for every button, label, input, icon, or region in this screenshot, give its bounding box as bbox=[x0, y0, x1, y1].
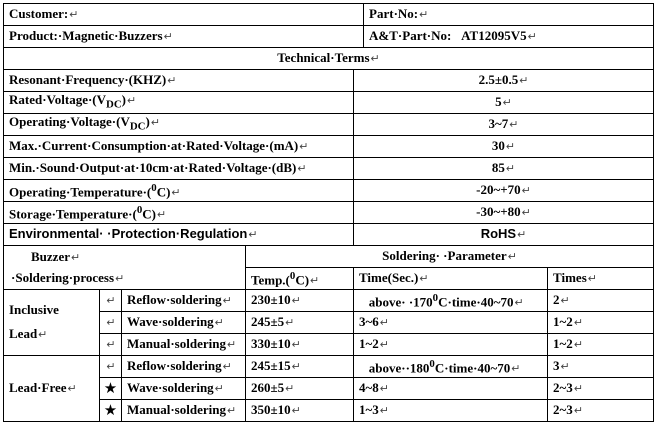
term-row bbox=[4, 158, 654, 180]
marker-cell: ↵ bbox=[100, 334, 122, 356]
soldering-times: 2~3↵ bbox=[548, 400, 654, 422]
soldering-method: Wave·soldering↵ bbox=[122, 378, 246, 400]
term-value: 30↵ bbox=[354, 136, 654, 158]
term-value: 85↵ bbox=[354, 158, 654, 180]
soldering-time: 1~3↵ bbox=[354, 400, 548, 422]
soldering-temp: 260±5↵ bbox=[246, 378, 354, 400]
term-value: 2.5±0.5↵ bbox=[354, 70, 654, 92]
customer-cell: Customer:↵ bbox=[4, 4, 364, 26]
soldering-parameter-header: Soldering· ·Parameter↵ bbox=[246, 246, 654, 268]
term-value: -30~+80↵ bbox=[354, 202, 654, 224]
soldering-row bbox=[4, 356, 654, 378]
times-column-header: Times↵ bbox=[548, 268, 654, 290]
term-value: 5↵ bbox=[354, 92, 654, 114]
term-row bbox=[4, 202, 654, 224]
product-cell: Product:·Magnetic·Buzzers↵ bbox=[4, 26, 364, 48]
temp-column-header: Temp.($^0$C)↵ bbox=[246, 268, 354, 290]
inclusive-lead-group: Inclusive Lead↵ bbox=[4, 290, 100, 356]
product-row bbox=[4, 26, 654, 48]
star-icon: ★ bbox=[103, 401, 118, 419]
term-label: Operating·Temperature·($^0$C)↵ bbox=[4, 180, 354, 202]
soldering-method: Wave·soldering↵ bbox=[122, 312, 246, 334]
soldering-method: Reflow·soldering↵ bbox=[122, 290, 246, 312]
spec-table bbox=[3, 3, 654, 422]
marker-cell: ↵ bbox=[100, 290, 122, 312]
time-column-header: Time(Sec.)↵ bbox=[354, 268, 548, 290]
soldering-time: 4~8↵ bbox=[354, 378, 548, 400]
soldering-times: 2~3↵ bbox=[548, 378, 654, 400]
soldering-temp: 350±10↵ bbox=[246, 400, 354, 422]
soldering-time: 3~6↵ bbox=[354, 312, 548, 334]
spec-sheet bbox=[3, 3, 653, 422]
soldering-times: 3↵ bbox=[548, 356, 654, 378]
term-value: 3~7↵ bbox=[354, 114, 654, 136]
soldering-row bbox=[4, 312, 654, 334]
soldering-times: 2↵ bbox=[548, 290, 654, 312]
term-label: $Operating\cdot Voltage\cdot(V_{DC})↵$ bbox=[4, 114, 354, 136]
star-marker-cell bbox=[100, 400, 122, 422]
term-label: Min.·Sound·Output·at·10cm·at·Rated·Voltage·(dB)↵ bbox=[4, 158, 354, 180]
section-title: Technical·Terms↵ bbox=[4, 48, 654, 70]
term-value: -20~+70↵ bbox=[354, 180, 654, 202]
soldering-header-row bbox=[4, 246, 654, 268]
soldering-row bbox=[4, 400, 654, 422]
soldering-row bbox=[4, 334, 654, 356]
term-row bbox=[4, 114, 654, 136]
term-row bbox=[4, 180, 654, 202]
soldering-method: Reflow·soldering↵ bbox=[122, 356, 246, 378]
soldering-method: Manual·soldering↵ bbox=[122, 334, 246, 356]
buzzer-process-header: Buzzer↵ ·Soldering·process↵ bbox=[4, 246, 246, 290]
soldering-row bbox=[4, 378, 654, 400]
soldering-time: 1~2↵ bbox=[354, 334, 548, 356]
soldering-temp: 245±15↵ bbox=[246, 356, 354, 378]
soldering-times: 1~2↵ bbox=[548, 312, 654, 334]
soldering-temp: 330±10↵ bbox=[246, 334, 354, 356]
lead-free-group: Lead·Free↵ bbox=[4, 356, 100, 422]
marker-cell: ↵ bbox=[100, 356, 122, 378]
term-label: Max.·Current·Consumption·at·Rated·Voltage·(mA)↵ bbox=[4, 136, 354, 158]
part-no-cell: Part·No:↵ bbox=[364, 4, 654, 26]
soldering-time: above· $\cdot 170^0C\cdot time\cdot 40\sim 70↵$ bbox=[354, 290, 548, 312]
star-icon: ★ bbox=[103, 379, 118, 397]
term-label: Storage·Temperature·($^0$C)↵ bbox=[4, 202, 354, 224]
term-row bbox=[4, 70, 654, 92]
marker-cell: ↵ bbox=[100, 312, 122, 334]
star-marker-cell bbox=[100, 378, 122, 400]
term-label: Resonant·Frequency·(KHZ)↵ bbox=[4, 70, 354, 92]
soldering-row bbox=[4, 290, 654, 312]
section-title-row bbox=[4, 48, 654, 70]
term-row bbox=[4, 136, 654, 158]
soldering-method: Manual·soldering↵ bbox=[122, 400, 246, 422]
customer-row bbox=[4, 4, 654, 26]
term-label: $Rated\cdot Voltage\cdot(V_{DC})↵$ bbox=[4, 92, 354, 114]
term-row bbox=[4, 92, 654, 114]
soldering-times: 1~2↵ bbox=[548, 334, 654, 356]
at-part-no-cell: A&T·Part·No: AT12095V5↵ bbox=[364, 26, 654, 48]
term-row bbox=[4, 224, 654, 246]
soldering-time: $above\cdot\cdot 180^0C\cdot time\cdot 40\sim 70↵$ bbox=[354, 356, 548, 378]
term-value: RoHS↵ bbox=[354, 224, 654, 246]
soldering-temp: 230±10↵ bbox=[246, 290, 354, 312]
term-label: Environmental· ·Protection·Regulation↵ bbox=[4, 224, 354, 246]
soldering-temp: 245±5↵ bbox=[246, 312, 354, 334]
